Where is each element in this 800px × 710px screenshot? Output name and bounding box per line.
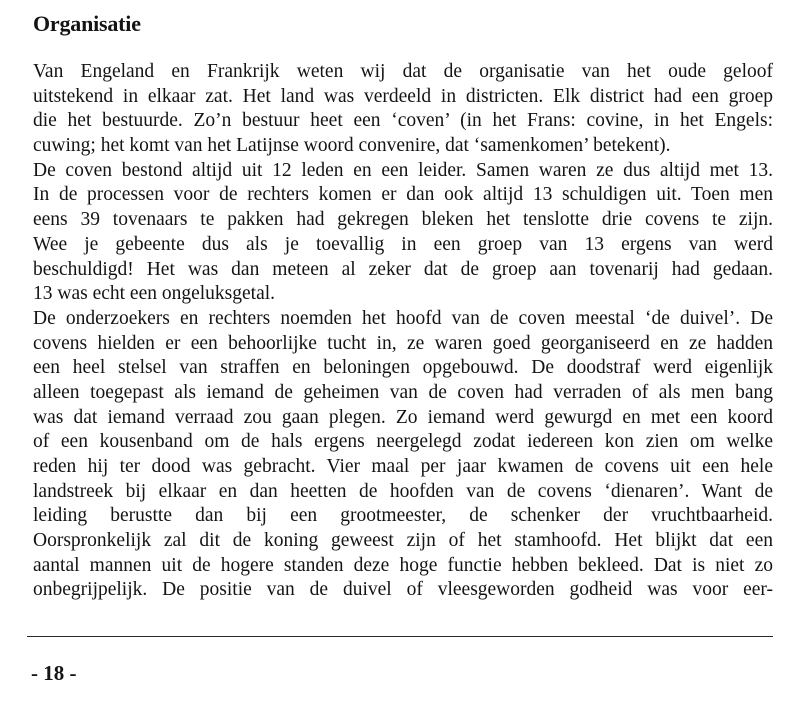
text-line: landstreek bij elkaar en dan heetten de hoofden van de covens ‘dienaren’. Want de: [33, 480, 773, 502]
section-heading: Organisatie: [33, 11, 141, 36]
text-line: Wee je gebeente dus als je toevallig in een groep van 13 ergens van werd: [33, 233, 773, 255]
text-line: reden hij ter dood was gebracht. Vier maal per jaar kwamen de covens uit een hele: [33, 456, 773, 477]
page-number: - 18 -: [31, 661, 77, 685]
text-line: In de processen voor de rechters komen er dan ook altijd 13 schuldigen uit. Toen men: [33, 184, 773, 206]
text-line: was dat iemand verraad zou gaan plegen. Zo iemand werd gewurgd en met een koord: [33, 406, 773, 428]
paragraph-2: [33, 159, 773, 307]
text-line: eens 39 tovenaars te pakken had gekregen bleken het tenslotte drie covens te zijn.: [33, 209, 773, 231]
text-line: leiding berustte dan bij een grootmeester, de schenker der vruchtbaarheid.: [33, 505, 773, 527]
text-line: die het bestuurde. Zo’n bestuur heet een ‘coven’ (in het Frans: covine, in het Engels:: [33, 110, 773, 132]
text-line: De coven bestond altijd uit 12 leden en een leider. Samen waren ze dus altijd met 13.: [33, 159, 773, 181]
text-line: aantal mannen uit de hogere standen deze hoge functie hebben bekleed. Dat is niet zo: [33, 554, 773, 576]
text-line: onbegrijpelijk. De positie van de duivel of vleesgeworden godheid was voor eer-: [33, 579, 773, 601]
paragraph-3: [33, 307, 773, 603]
text-line: Van Engeland en Frankrijk weten wij dat de organisatie van het oude geloof: [33, 61, 773, 82]
text-line: Oorspronkelijk zal dit de koning geweest zijn of het stamhoofd. Het blijkt dat een: [33, 530, 773, 552]
text-line: of een kousenband om de hals ergens neergelegd zodat iedereen kon zien om welke: [33, 431, 773, 453]
text-line: De onderzoekers en rechters noemden het hoofd van de coven meestal ‘de duivel’. De: [33, 307, 773, 329]
footer-divider: [27, 636, 773, 637]
text-line: 13 was echt een ongeluksgetal.: [33, 283, 276, 305]
text-line: uitstekend in elkaar zat. Het land was verdeeld in districten. Elk district had een groep: [33, 85, 773, 107]
text-line: cuwing; het komt van het Latijnse woord convenire, dat ‘samenkomen’ betekent).: [33, 135, 671, 157]
paragraph-1: [33, 60, 773, 159]
text-line: beschuldigd! Het was dan meteen al zeker dat de groep aan tovenarij had gedaan.: [33, 258, 773, 280]
text-line: alleen toegepast als iemand de geheimen van de coven had verraden of als men bang: [33, 381, 773, 403]
text-line: covens hielden er een behoorlijke tucht in, ze waren goed georganiseerd en ze hadden: [33, 332, 773, 354]
body-text: [33, 60, 773, 603]
text-line: een heel stelsel van straffen en beloningen opgebouwd. De doodstraf werd eigenlijk: [33, 357, 773, 379]
